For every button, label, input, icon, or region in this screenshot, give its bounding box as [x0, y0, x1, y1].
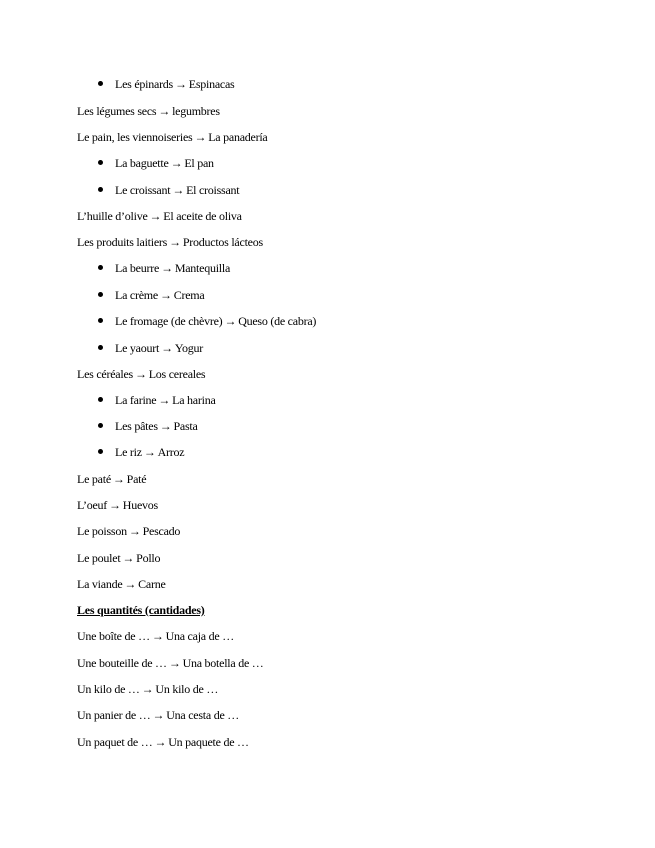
- arrow-icon: →: [194, 130, 207, 144]
- vocab-bullet: Le fromage (de chèvre) → Queso (de cabra): [115, 314, 317, 328]
- arrow-icon: →: [224, 314, 237, 328]
- vocab-line: Un paquet de … → Un paquete de …: [77, 735, 249, 749]
- vocab-bullet: La crème → Crema: [115, 288, 205, 302]
- vocab-bullet: Les épinards → Espinacas: [115, 77, 235, 91]
- arrow-icon: →: [168, 656, 181, 670]
- vocab-line: Un panier de … → Una cesta de …: [77, 708, 240, 722]
- arrow-icon: →: [159, 419, 172, 433]
- arrow-icon: →: [154, 735, 167, 749]
- vocab-line: L’oeuf → Huevos: [77, 498, 158, 512]
- vocab-bullet: Le croissant → El croissant: [115, 183, 240, 197]
- arrow-icon: →: [134, 367, 147, 381]
- vocab-line: Le pain, les viennoiseries → La panadería: [77, 130, 268, 144]
- vocab-bullet: La baguette → El pan: [115, 156, 214, 170]
- arrow-icon: →: [159, 288, 172, 302]
- vocab-line: Les céréales → Los cereales: [77, 367, 206, 381]
- arrow-icon: →: [158, 393, 171, 407]
- section-heading: Les quantités (cantidades): [77, 603, 205, 617]
- arrow-icon: →: [149, 209, 162, 223]
- arrow-icon: →: [161, 341, 173, 355]
- arrow-icon: →: [170, 156, 183, 170]
- vocab-bullet: La beurre → Mantequilla: [115, 261, 231, 275]
- arrow-icon: →: [109, 498, 121, 512]
- arrow-icon: →: [152, 708, 165, 722]
- arrow-icon: →: [143, 445, 156, 459]
- vocab-line: Le poisson → Pescado: [77, 524, 181, 538]
- vocab-bullet: Le yaourt → Yogur: [115, 341, 204, 355]
- arrow-icon: →: [169, 235, 181, 249]
- arrow-icon: →: [112, 472, 125, 486]
- arrow-icon: →: [122, 551, 135, 565]
- arrow-icon: →: [174, 77, 187, 91]
- vocab-bullet: Le riz → Arroz: [115, 445, 185, 459]
- vocab-line: Une bouteille de … → Una botella de …: [77, 656, 264, 670]
- vocab-line: Une boîte de … → Una caja de …: [77, 629, 234, 643]
- vocab-line: Les légumes secs → legumbres: [77, 104, 220, 118]
- vocab-line: Un kilo de … → Un kilo de …: [77, 682, 219, 696]
- arrow-icon: →: [151, 629, 164, 643]
- vocab-line: Le poulet → Pollo: [77, 551, 161, 565]
- arrow-icon: →: [161, 261, 173, 275]
- arrow-icon: →: [172, 183, 185, 197]
- vocab-bullet: Les pâtes → Pasta: [115, 419, 198, 433]
- vocab-line: Les produits laitiers → Productos lácteos: [77, 235, 263, 249]
- vocab-line: Le paté → Paté: [77, 472, 147, 486]
- arrow-icon: →: [124, 577, 137, 591]
- arrow-icon: →: [158, 104, 171, 118]
- vocab-bullet: La farine → La harina: [115, 393, 216, 407]
- arrow-icon: →: [128, 524, 141, 538]
- vocab-line: L’huille d’olive → El aceite de oliva: [77, 209, 242, 223]
- vocab-line: La viande → Carne: [77, 577, 166, 591]
- arrow-icon: →: [141, 682, 154, 696]
